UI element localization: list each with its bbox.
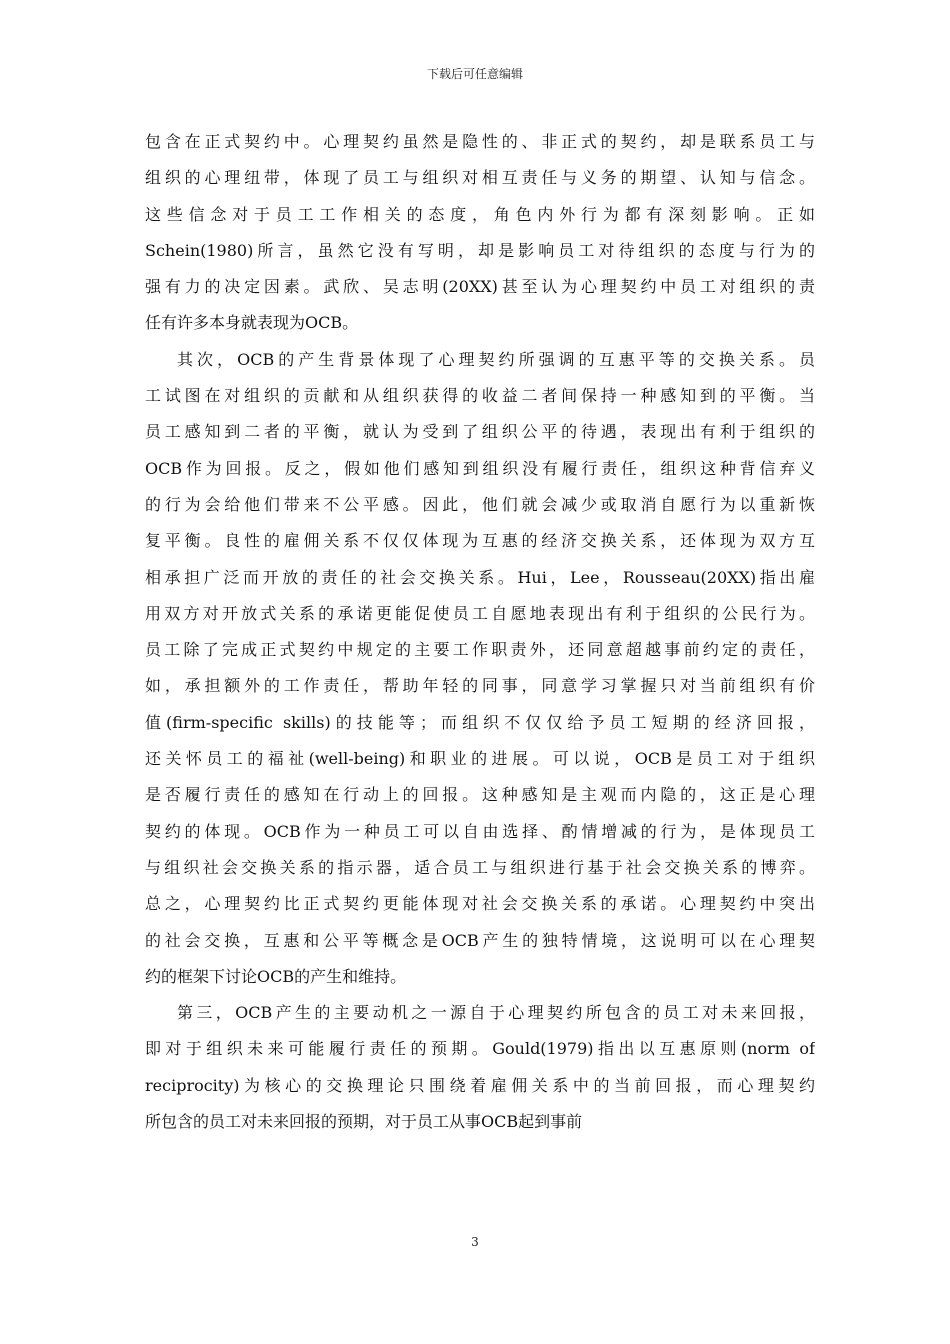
text-line: 这些信念对于员工工作相关的态度，角色内外行为都有深刻影响。正如 bbox=[145, 204, 815, 224]
text-line: 组织的心理纽带，体现了员工与组织对相互责任与义务的期望、认知与信念。 bbox=[145, 168, 815, 188]
text-line: 工试图在对组织的贡献和从组织获得的收益二者间保持一种感知到的平衡。当 bbox=[145, 386, 815, 406]
text-line: 的行为会给他们带来不公平感。因此，他们就会减少或取消自愿行为以重新恢 bbox=[145, 494, 815, 514]
text-line: 员工除了完成正式契约中规定的主要工作职责外，还同意超越事前约定的责任， bbox=[145, 640, 815, 660]
text-line: OCB作为回报。反之，假如他们感知到组织没有履行责任，组织这种背信弃义 bbox=[145, 458, 815, 478]
text-line: 如，承担额外的工作责任，帮助年轻的同事，同意学习掌握只对当前组织有价 bbox=[145, 676, 815, 696]
text-line: 其次，OCB的产生背景体现了心理契约所强调的互惠平等的交换关系。员 bbox=[177, 349, 815, 369]
text-line: 契约的体现。OCB作为一种员工可以自由选择、酌情增减的行为，是体现员工 bbox=[145, 821, 815, 841]
text-line: 复平衡。良性的雇佣关系不仅仅体现为互惠的经济交换关系，还体现为双方互 bbox=[145, 531, 815, 551]
text-line: reciprocity)为核心的交换理论只围绕着雇佣关系中的当前回报，而心理契约 bbox=[145, 1075, 815, 1095]
text-line: 用双方对开放式关系的承诺更能促使员工自愿地表现出有利于组织的公民行为。 bbox=[145, 603, 815, 623]
text-line: 相承担广泛而开放的责任的社会交换关系。Hui，Lee，Rousseau(20XX)指出雇 bbox=[145, 567, 815, 587]
text-line: 所包含的员工对未来回报的预期，对于员工从事OCB起到事前 bbox=[145, 1112, 583, 1132]
text-line: 是否履行责任的感知在行动上的回报。这种感知是主观而内隐的，这正是心理 bbox=[145, 785, 815, 805]
page-number: 3 bbox=[471, 1235, 479, 1249]
text-line: 还关怀员工的福祉(well-being)和职业的进展。可以说，OCB是员工对于组织 bbox=[145, 749, 815, 769]
page-header: 下载后可任意编辑 bbox=[426, 67, 523, 81]
body-text bbox=[145, 124, 815, 1140]
text-line: 强有力的决定因素。武欣、吴志明(20XX)甚至认为心理契约中员工对组织的责 bbox=[145, 277, 815, 297]
text-line: 总之，心理契约比正式契约更能体现对社会交换关系的承诺。心理契约中突出 bbox=[145, 894, 815, 914]
text-line: 值(firm-specific skills)的技能等；而组织不仅仅给予员工短期的经济回报， bbox=[145, 712, 815, 732]
text-line: 第三，OCB产生的主要动机之一源自于心理契约所包含的员工对未来回报， bbox=[177, 1003, 815, 1023]
text-line: 任有许多本身就表现为OCB。 bbox=[145, 313, 359, 333]
text-line: 员工感知到二者的平衡，就认为受到了组织公平的待遇，表现出有利于组织的 bbox=[145, 422, 815, 442]
text-line: 约的框架下讨论OCB的产生和维持。 bbox=[145, 966, 407, 986]
text-line: 包含在正式契约中。心理契约虽然是隐性的、非正式的契约，却是联系员工与 bbox=[145, 132, 815, 151]
text-line: 与组织社会交换关系的指示器，适合员工与组织进行基于社会交换关系的博弈。 bbox=[145, 857, 815, 877]
text-line: Schein(1980)所言，虽然它没有写明，却是影响员工对待组织的态度与行为的 bbox=[145, 240, 815, 260]
text-line: 即对于组织未来可能履行责任的预期。Gould(1979)指出以互惠原则(norm of bbox=[145, 1039, 815, 1059]
text-line: 的社会交换，互惠和公平等概念是OCB产生的独特情境，这说明可以在心理契 bbox=[145, 930, 815, 950]
